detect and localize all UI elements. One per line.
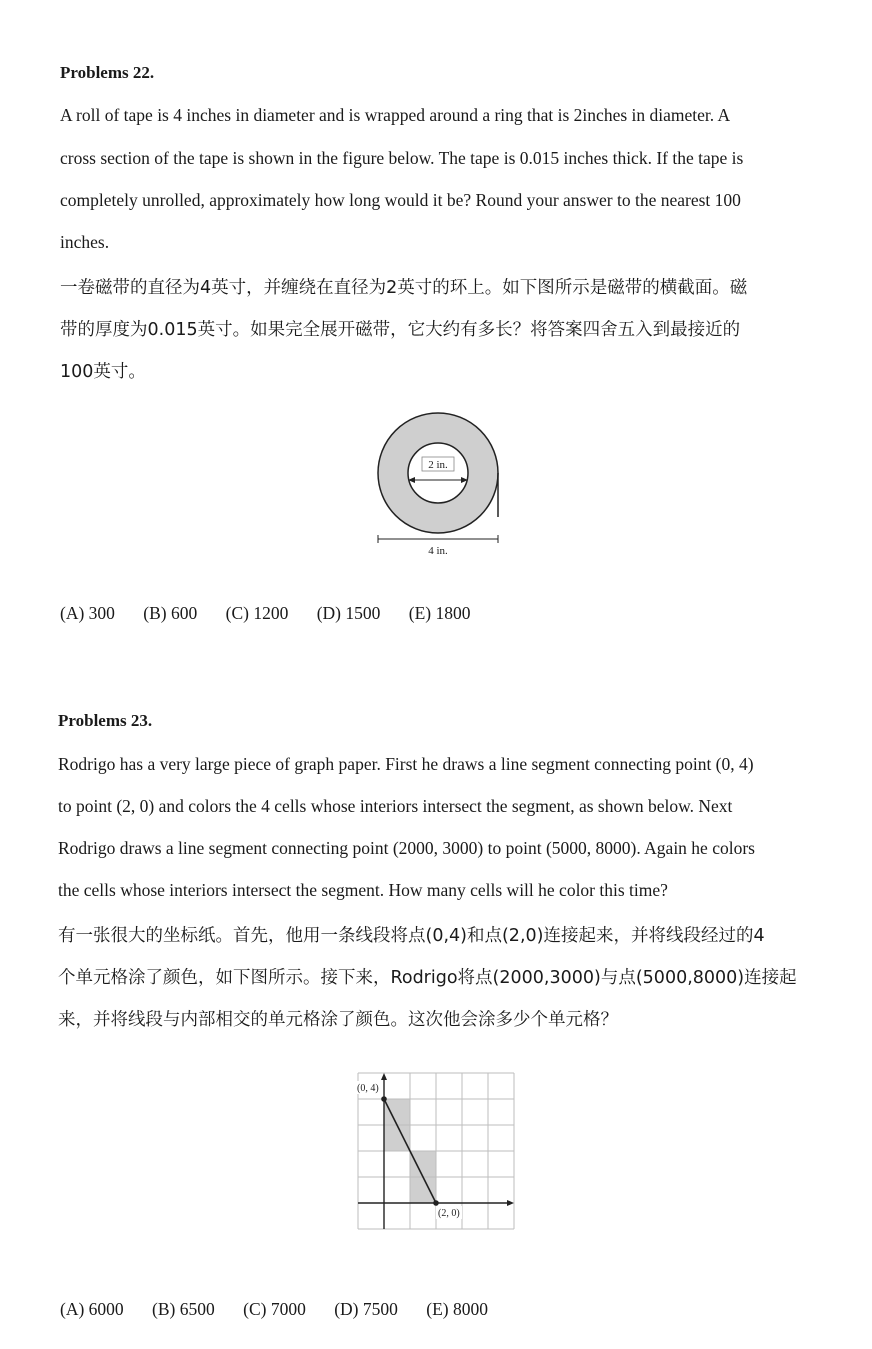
choice-b: (B) 6500	[152, 1299, 215, 1319]
choice-c: (C) 7000	[243, 1299, 306, 1319]
problem-22-text-line-1: A roll of tape is 4 inches in diameter and is wrapped around a ring that is 2inches in diameter. A	[60, 105, 731, 125]
point-0-4	[381, 1096, 387, 1102]
choice-a: (A) 6000	[60, 1299, 124, 1319]
problem-23-zh-line-3: 来，并将线段与内部相交的单元格涂了颜色。这次他会涂多少个单元格？	[58, 1010, 618, 1030]
problem-23-zh-line-1: 有一张很大的坐标纸。首先，他用一条线段将点(0,4)和点(2,0)连接起来，并将线段经过的4	[58, 926, 765, 946]
problem-22-choices	[60, 603, 494, 624]
inner-diameter-label: 2 in.	[428, 459, 448, 471]
problem-22-text-line-3: completely unrolled, approximately how long would it be? Round your answer to the nearest 100	[60, 190, 741, 210]
inner-ring-circle	[408, 443, 468, 503]
problem-23-text-line-1: Rodrigo has a very large piece of graph paper. First he draws a line segment connecting point (0, 4)	[58, 754, 754, 774]
problem-23-title: Problems 23.	[58, 711, 153, 730]
problem-23-text-line-4: the cells whose interiors intersect the segment. How many cells will he color this time?	[58, 880, 668, 900]
problem-22-text-line-4: inches.	[60, 232, 110, 252]
choice-e: (E) 8000	[426, 1299, 488, 1319]
choice-d: (D) 7500	[334, 1299, 398, 1319]
choice-c: (C) 1200	[225, 603, 289, 623]
problem-23-text-line-3: Rodrigo draws a line segment connecting point (2000, 3000) to point (5000, 8000). Again he colors	[58, 838, 755, 858]
problem-23-text-line-2: to point (2, 0) and colors the 4 cells whose interiors intersect the segment, as shown below. Next	[58, 796, 733, 816]
choice-e: (E) 1800	[408, 603, 471, 623]
shaded-cell	[410, 1151, 436, 1177]
point-b-label: (2, 0)	[438, 1208, 460, 1219]
point-a-label: (0, 4)	[357, 1083, 379, 1094]
shaded-cell	[384, 1125, 410, 1151]
tape-roll-figure	[360, 405, 520, 565]
choice-b: (B) 600	[143, 603, 198, 623]
choice-a: (A) 300	[60, 603, 115, 623]
problem-23-zh-line-2: 个单元格涂了颜色，如下图所示。接下来，Rodrigo将点(2000,3000)与点(5000,8000)连接起	[58, 968, 797, 988]
problem-22-zh-line-1: 一卷磁带的直径为4英寸，并缠绕在直径为2英寸的环上。如下图所示是磁带的横截面。磁	[60, 278, 748, 298]
problem-22-zh-line-3: 100英寸。	[60, 362, 146, 382]
problem-22-text-line-2: cross section of the tape is shown in the figure below. The tape is 0.015 inches thick. If the tape is	[60, 148, 744, 168]
problem-22-title: Problems 22.	[60, 63, 155, 82]
choice-d: (D) 1500	[316, 603, 381, 623]
problem-23-choices	[60, 1299, 512, 1320]
shaded-cell	[384, 1099, 410, 1125]
problem-22-zh-line-2: 带的厚度为0.015英寸。如果完全展开磁带，它大约有多长？将答案四舍五入到最接近的	[60, 320, 741, 340]
shaded-cell	[410, 1177, 436, 1203]
point-2-0	[433, 1200, 439, 1206]
graph-paper-figure	[350, 1068, 520, 1233]
outer-diameter-label: 4 in.	[428, 545, 448, 557]
